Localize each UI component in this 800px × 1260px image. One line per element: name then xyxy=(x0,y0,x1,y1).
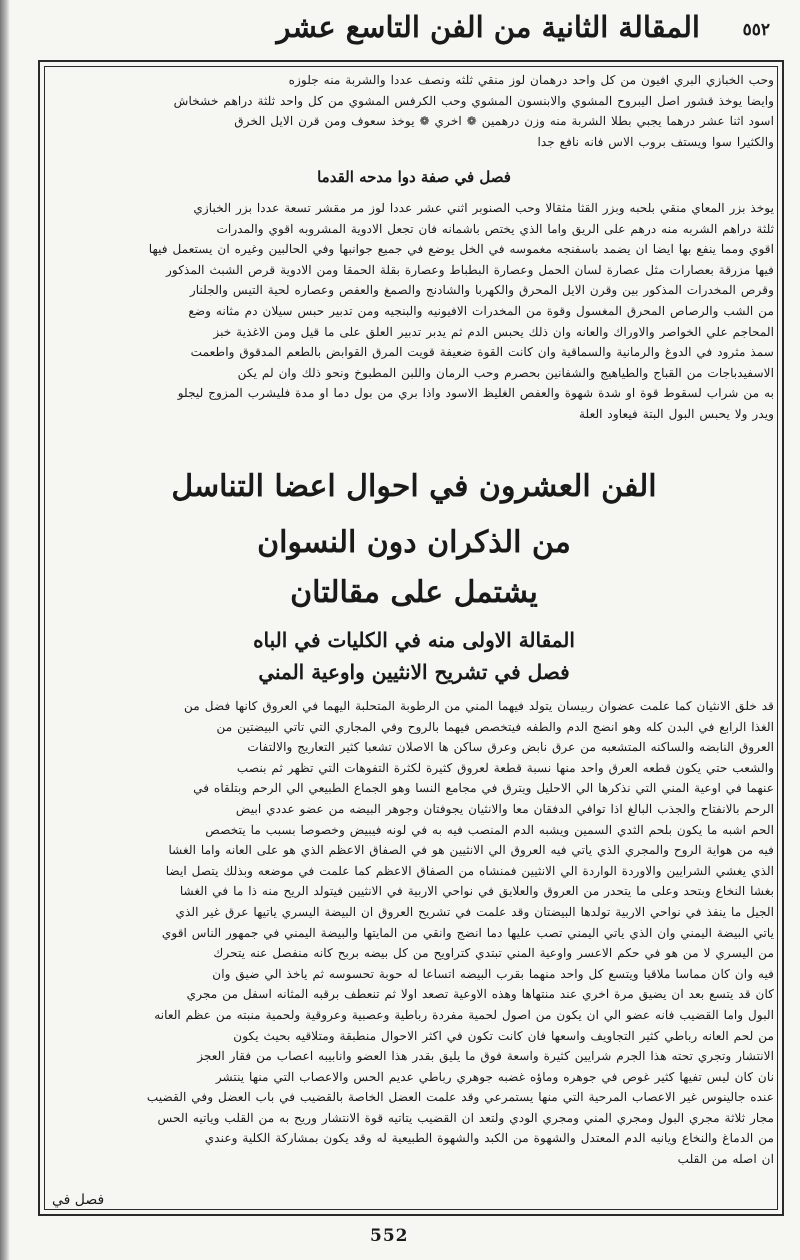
text-block-remedy xyxy=(54,198,774,425)
text-block-anatomy xyxy=(54,696,774,1170)
text-line: وايضا يوخذ قشور اصل اليبروح المشوي والابنسون المشوي وحب الكرفس المشوي من كل واحد ثلثة دراهم خشخاش xyxy=(173,93,774,108)
text-line: الحم اشبه ما يكون بلحم الثدي السمين ويشبه الدم المنصب فيه به في لونه فيبيض وخصوصا بسبب ما يتخصص xyxy=(205,822,774,837)
text-line: الرحم بالانفتاح والجذب البالغ اذا توافي الدفقان معا والانثيان يجوفتان وجوهر البيضه من عضو عددي ابيض xyxy=(235,801,774,816)
page-number-top: ٥٥٢ xyxy=(742,20,770,40)
section-heading: فصل في صفة دوا مدحه القدما xyxy=(317,168,511,186)
text-line: بغشا النخاع وبتحد وعلى ما يتحدر من العروق والعلايق في نواحي الاربية في الانثيين فيتولد الريح منه ذا ما في الغشا xyxy=(179,884,774,899)
running-title: المقالة الثانية من الفن التاسع عشر xyxy=(276,10,700,44)
text-line: عنده جالينوس غير الاعصاب المرحية التي منها يستمرعي وقد علمت العضل الخاصة بالقضيب في باب العضل وفي القضيب xyxy=(146,1090,774,1105)
text-line: الاسفيدباجات من القباج والطياهيج والشفانين بحصرم وحب الرمان واللبن المطبوخ ونحو ذلك وان لم يكن xyxy=(237,365,774,380)
text-line: عنهما في اوعية المني التي نذكرها الي الاحليل ويترق في مجامع النسا وهو الجماع الطبيعي الي الرحم وبتلقاه في xyxy=(193,781,774,796)
text-line: اسود اثنا عشر درهما يجبي بطلا الشربة منه وزن درهمين ❁ اخري ❁ يوخذ سعوف ومن قرن الايل الخرق xyxy=(234,114,774,129)
text-line: فيه وان كان مماسا ملاقيا ويتسع كل واحد منهما بقرب البيضه اتساعا له حوبة تحسوسه ثم ياخذ الي ضيق وان xyxy=(212,966,774,981)
text-line: الانتشار وتجري تحته هذا الجرم شرايين كثيرة واسعة فوق ما يليق بقدر هذا العضو وانابيبه اعصاب من فقار العجز xyxy=(197,1049,774,1064)
text-line: يوخذ بزر المعاي منقي بلحبه وبزر القثا مثقالا وحب الصنوبر اثني عشر عددا لوز مر مقشر تسعة عددا بزر الخبازي xyxy=(193,201,774,215)
text-line: نان كان ليس تفيها كثير غوص في جوهره وماؤه غضبه جوهري رباطي عديم الحس والاعصاب التي منها ينتشر xyxy=(215,1069,774,1084)
text-line: من اليسري لا من هو في حكم الاعسر واوعية المني تبتدي كتراويح من كل بيضه بربح كانه منفصل عنه يتحرك xyxy=(213,946,774,961)
binding-shadow xyxy=(0,0,10,1260)
fann-title-line-2: من الذكران دون النسوان xyxy=(257,525,571,560)
text-line: فيه من هواية الروح والمجري الذي ياتي فيه العروق الي الانثيين هو في الصفاق الاعظم الذي هو على العانه واما الغشا xyxy=(168,843,774,858)
text-line: من لحم العانه رباطي كثير التجاويف واسعها فان كانت تكون في اكثر الاحوال منطبقة ومتلاقيه بحيث يكون xyxy=(233,1028,774,1043)
text-line: من الشب والرصاص المحرق المغسول وقوة من المخدرات الافيونيه والبنجيه ومن تدبير حبس سيلان دم مثانه وضع xyxy=(188,303,774,318)
text-line: ياتي البيضة اليمني وان الذي ياتي اليمني تصب عليها دما انضج وانقي من المايتها والبيضة اليمني في جمهور الناس اقوي xyxy=(161,925,774,940)
text-line: ثلثة دراهم الشربه منه درهم على الريق واما الذي يختص باشمانه فان تجعل الادوية المشروبه اقوي والمدرات xyxy=(216,221,774,236)
text-line: المحاجم علي الخواصر والاوراك والعانه وان ذلك يحبس الدم ثم يدبر تدبير العلق على ما قيل ومن الاغذية خبز xyxy=(213,324,774,339)
text-line: وحب الخبازي البري افيون من كل واحد درهمان لوز منقي ثلثه ونصف عددا والشربة منه جلوزه xyxy=(288,73,774,87)
running-head xyxy=(40,8,770,48)
fann-title-line-1: الفن العشرون في احوال اعضا التناسل xyxy=(171,469,657,504)
text-line: سمذ مثرود في الدوغ والرمانية والسماقية وان كانت القوة ضعيفة قويت المرق القوابض بالطعم المدقوق واطعمت xyxy=(190,345,774,360)
text-line: والشعب حتي يكون قطعه العرق واحد منها نسبة قطعة لعروق كثيرة لكثرة التفوهات التي تظهر ثم بنصب xyxy=(236,760,774,775)
text-line: اقوي ومما ينفع بها ايضا ان يضمد باسفنجه مغموسه في الخل يوضع في جميع جوانبها وفي الحالبين وغيره ان يستعمل فيها xyxy=(148,242,774,257)
text-line: ان اصله من القلب xyxy=(677,1152,774,1167)
fann-title-line-3: يشتمل على مقالتان xyxy=(290,575,538,610)
text-line: فيها مزرقة بعصارات مثل عصارة لسان الحمل وعصارة البطباط وعصارة بقلة الحمقا ومن الادوية قرص الشبث المذكور xyxy=(166,262,774,277)
text-line: مجار ثلاثة مجري البول ومجري المني ومجري الودي ولتعد ان القضيب يتاتيه قوة الانتشار وريح به من القلب وياتيه الحس xyxy=(157,1110,774,1125)
text-line: الذي يغشي الشرايين والاوردة الواردة الي الانثيين فمنشاه من الصفاق الاعظم كما علمت في موضعه وبذلك يتصل ايضا xyxy=(165,863,774,878)
text-line: الغذا الرابع في البدن كله وهو انضج الدم والطفه فيتخصص فيهما بالروح وفي المجاري التي تاتي البيضتين من xyxy=(216,719,774,734)
text-block-recipes xyxy=(54,70,774,152)
text-line: كان قد يتسع بعد ان يضيق مرة اخري عند منتهاها وهذه الاوعية تصعد اولا ثم تنعطف برقبه المثانه اسفل من مجري xyxy=(186,987,774,1002)
catchword: فصل في xyxy=(52,1192,105,1208)
text-line: والكثيرا سوا ويستف بروب الاس فانه نافع جدا xyxy=(537,134,774,149)
page-number-bottom: 552 xyxy=(370,1226,409,1246)
text-line: قد خلق الانثيان كما علمت عضوان ربيسان يتولد فيهما المني من الرطوبة المتحلبة اليهما في العروق كانها فضل من xyxy=(184,699,774,713)
maqala-title: المقالة الاولى منه في الكليات في الباه xyxy=(253,628,575,652)
text-line: البول واما القضيب فانه عضو الي ان يكون من اصول لحمية مفردة رباطية وعصبية وعروقية ولحمية منبته من عظم العانه xyxy=(154,1007,774,1022)
section-heading: فصل في تشريح الانثيين واوعية المني xyxy=(258,660,570,684)
text-line: به من شراب لسقوط قوة او شدة شهوة والعفص الغليظ الاسود واذا بري من بول دما او مدة فليشرب المزوج ليجلو xyxy=(177,386,774,401)
text-line: من الدماغ والنخاع ويانيه الدم المعتدل والشهوة من الكبد والشهوة الطبيعية له وقد يكون بمشاركة الكلية وعندي xyxy=(204,1131,774,1146)
text-line: وقرص المخدرات المذكور بين وقرن الايل المحرق والكهربا والشادنج والصمغ والعفص وعصاره لحية التيس والجلنار xyxy=(189,283,774,298)
text-line: الجيل ما ينفذ في نواحي الاربية تولدها البيضتان وقد علمت في تشريح العروق ان البيضة اليسري ياتيها عرق غير الذي xyxy=(175,904,774,919)
text-line: العروق النابضه والساكنه المتشعبه من عرق نابض وعرق ساكن ها الاصلان تشعبا كثير التعاريج والالتفات xyxy=(247,740,774,755)
text-line: ويدر ولا يحبس البول البتة فيعاود العلة xyxy=(579,406,774,421)
